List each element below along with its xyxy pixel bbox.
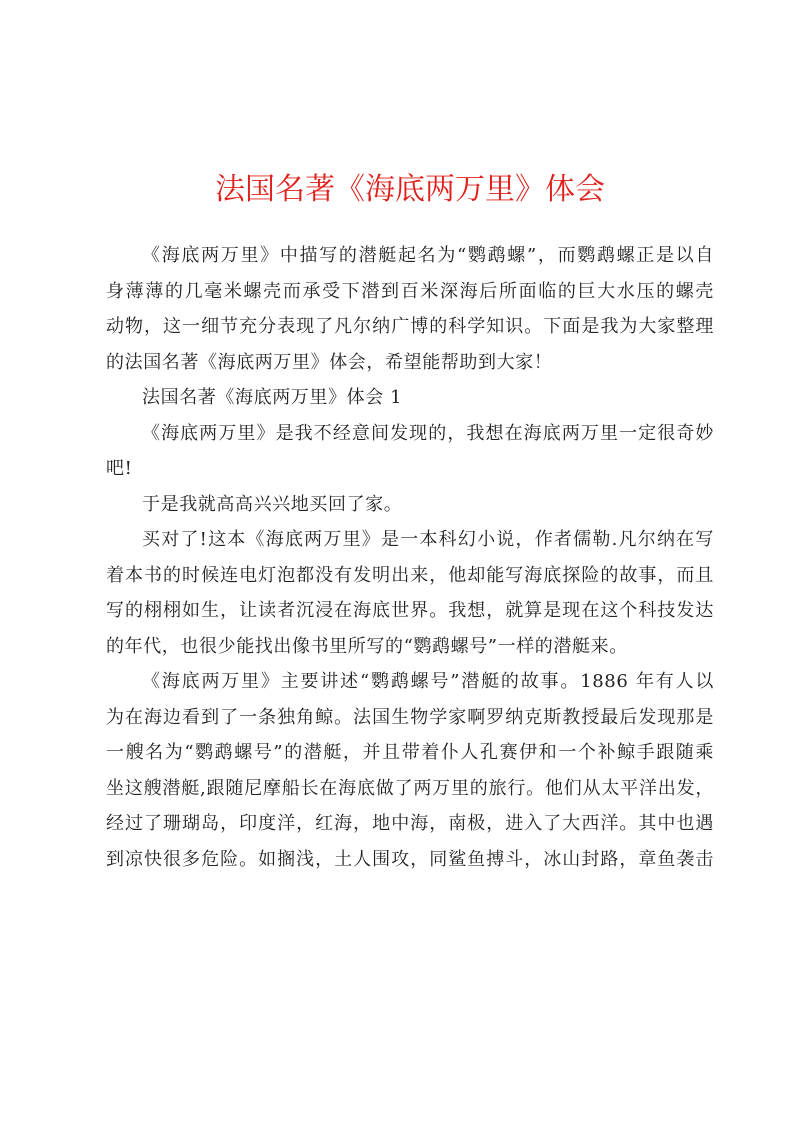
paragraph [106, 416, 714, 487]
text-line: 《海底两万里》主要讲述“鹦鹉螺号”潜艇的故事。1886 年有人以 [142, 671, 714, 692]
text-line: 于是我就高高兴兴地买回了家。 [142, 493, 403, 515]
paragraph [106, 522, 714, 664]
text-line: 为在海边看到了一条独角鲸。法国生物学家啊罗纳克斯教授最后发现那是 [106, 706, 714, 728]
paragraph-intro [106, 238, 714, 380]
text-line: 吧! [106, 458, 133, 479]
text-line: 写的栩栩如生，让读者沉浸在海底世界。我想，就算是现在这个科技发达 [106, 600, 714, 621]
paragraph [106, 664, 714, 877]
paragraph [106, 487, 714, 523]
text-line: 一艘名为“鹦鹉螺号”的潜艇，并且带着仆人孔赛伊和一个补鲸手跟随乘 [106, 742, 714, 763]
text-line: 经过了珊瑚岛，印度洋，红海，地中海，南极，进入了大西洋。其中也遇 [106, 813, 714, 834]
text-line: 的法国名著《海底两万里》体会，希望能帮助到大家！ [106, 351, 553, 373]
text-line: 的年代，也很少能找出像书里所写的“鹦鹉螺号”一样的潜艇来。 [106, 635, 628, 657]
text-line: 《海底两万里》是我不经意间发现的，我想在海底两万里一定很奇妙 [142, 422, 714, 444]
text-line: 身薄薄的几毫米螺壳而承受下潜到百米深海后所面临的巨大水压的螺壳 [106, 280, 714, 302]
document-body [106, 238, 714, 877]
text-line: 《海底两万里》中描写的潜艇起名为“鹦鹉螺”，而鹦鹉螺正是以自 [142, 245, 714, 266]
text-line: 着本书的时候连电灯泡都没有发明出来，他却能写海底探险的故事，而且 [106, 564, 714, 586]
text-line: 动物，这一细节充分表现了凡尔纳广博的科学知识。下面是我为大家整理 [106, 316, 714, 337]
text-line: 坐这艘潜艇,跟随尼摩船长在海底做了两万里的旅行。他们从太平洋出发， [106, 777, 714, 799]
section-heading [106, 380, 714, 416]
text-line: 买对了!这本《海底两万里》是一本科幻小说，作者儒勒.凡尔纳在写 [142, 529, 714, 550]
text-line: 法国名著《海底两万里》体会 1 [142, 387, 403, 408]
text-line: 到凉快很多危险。如搁浅，土人围攻，同鲨鱼搏斗，冰山封路，章鱼袭击 [106, 848, 714, 870]
document-title: 法国名著《海底两万里》体会 [215, 172, 605, 207]
